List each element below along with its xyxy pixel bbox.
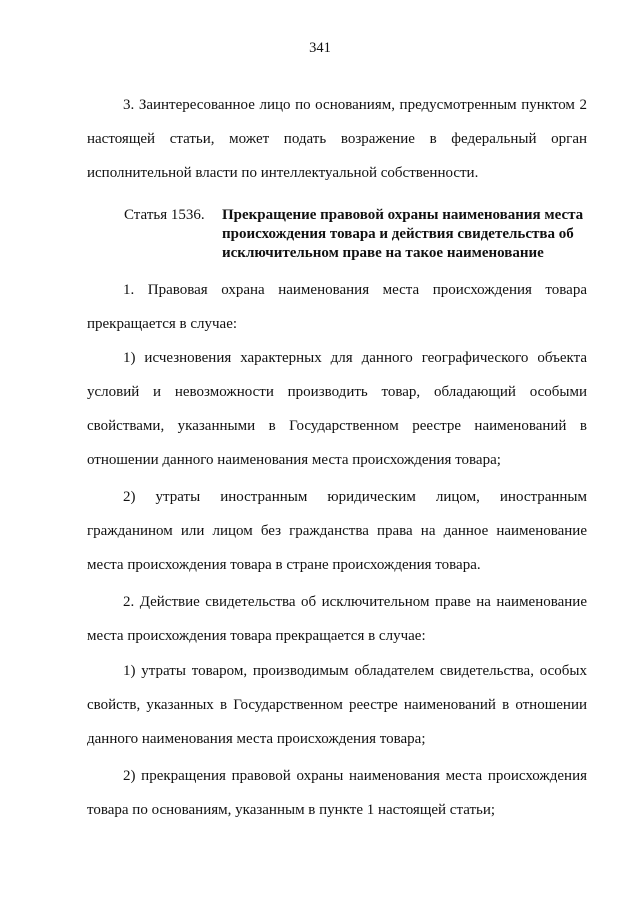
paragraph-1-1: 1) исчезновения характерных для данного географического объекта условий и невозможности производить товар, обладающий особыми свойствами, указанными в Государственном реестре наименований в отношении данного наименования места происхождения товара; [87, 350, 587, 468]
paragraph-1: 1. Правовая охрана наименования места происхождения товара прекращается в случае: [87, 282, 587, 332]
paragraph-2-1: 1) утраты товаром, производимым обладателем свидетельства, особых свойств, указанных в Государственном реестре наименований в отношении данного наименования места происхождения товара; [87, 663, 587, 747]
paragraph-2-2: 2) прекращения правовой охраны наименования места происхождения товара по основаниям, указанным в пункте 1 настоящей статьи; [87, 768, 587, 818]
page-number: 341 [309, 40, 331, 56]
article-label: Статья 1536. [124, 207, 205, 223]
paragraph-1-2: 2) утраты иностранным юридическим лицом, иностранным гражданином или лицом без гражданства права на данное наименование места происхождения товара в стране происхождения товара. [87, 489, 587, 573]
paragraph-2: 2. Действие свидетельства об исключительном праве на наименование места происхождения товара прекращается в случае: [87, 594, 587, 644]
article-title: Прекращение правовой охраны наименования места происхождения товара и действия свидетельства об исключительном праве на такое наименование [222, 207, 584, 261]
paragraph-clause-3: 3. Заинтересованное лицо по основаниям, предусмотренным пунктом 2 настоящей статьи, может подать возражение в федеральный орган исполнительной власти по интеллектуальной собственности. [87, 97, 587, 181]
